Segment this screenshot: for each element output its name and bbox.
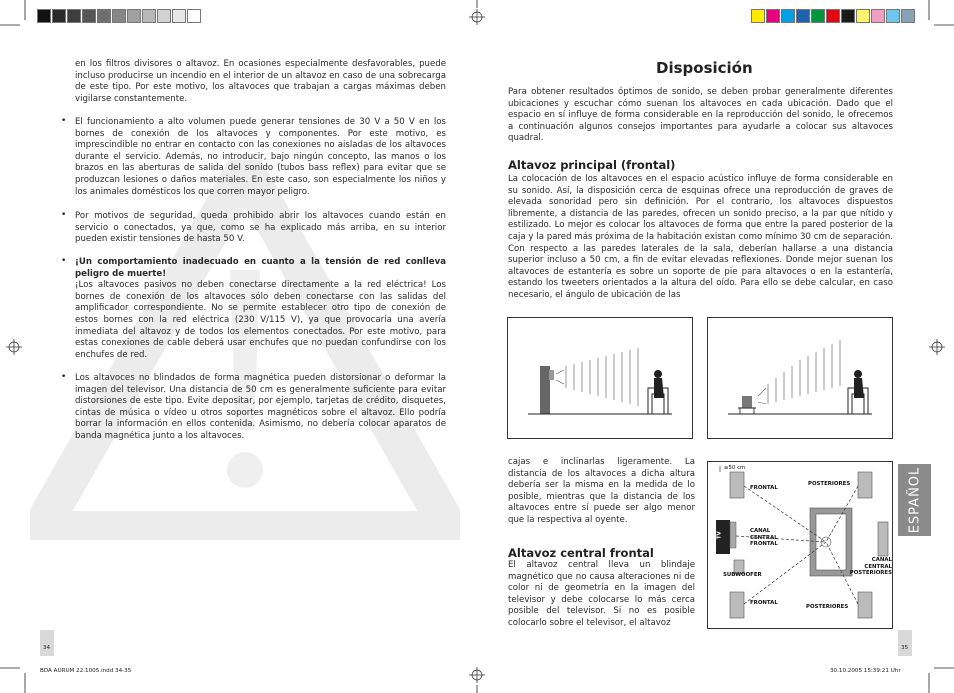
label-posteriores-top: POSTERIORES (808, 481, 851, 487)
mains-warning-heading: ¡Un comportamiento inadecuado en cuanto a la tensión de red conlleva peligro de muerte! (75, 257, 446, 279)
room-layout-drawing (708, 462, 892, 628)
language-side-tab (898, 464, 931, 536)
placement-illustration-1 (507, 317, 693, 439)
bullet-magnetic: Los altavoces no blindados de forma magnética pueden distorsionar o deformar la imagen del televisor. Una distancia de 50 cm es generalmente suficiente para evitar distorsiones de este tipo. Evite depositar, por ejemplo, tarjetas de crédito, disquetes, cintas de música o vídeo u otros soportes magnéticos sobre el altavoz. Ello podría borrar la información en ellos contenida. Asimismo, no debería colocar aparatos de banda magnética junto a los altavoces. (75, 373, 446, 441)
page-number-tab-left (40, 630, 54, 656)
speaker-beam-drawing (708, 318, 892, 438)
section-heading-center: Altavoz central frontal (508, 546, 654, 560)
page-number-left: 34 (43, 645, 51, 651)
distance-label: ≥50 cm (724, 465, 746, 471)
section-heading-front: Altavoz principal (frontal) (508, 158, 676, 172)
bullet-high-voltage: El funcionamiento a alto volumen puede generar tensiones de 30 V a 50 V en los bornes de conexión de los altavoces y componentes. Por este motivo, es imprescindible no entrar en contacto con las conexiones no aisladas de los altavoces durante el servicio. Además, no introducir, bajo ningún concepto, las manos o los brazos en las aberturas de salida del sonido (tubos bass reflex) para evitar que se produzcan lesiones o daños materiales. En este caso, son especialmente los niños y los animales domésticos los que corren mayor peligro. (75, 117, 446, 197)
bullet-marker: • (61, 372, 67, 382)
page-title: Disposición (656, 59, 753, 77)
bullet-marker: • (61, 116, 67, 126)
language-tab-label: ESPAÑOL (907, 466, 922, 534)
label-center-front: CANAL CENTRAL FRONTAL (750, 528, 778, 547)
placement-illustration-2 (707, 317, 893, 439)
bullet-mains-voltage (75, 257, 446, 361)
label-frontal-top: FRONTAL (750, 485, 778, 491)
print-footer-right: 30.10.2005 15:39:21 Uhr (830, 668, 901, 674)
label-subwoofer: SUBWOOFER (723, 572, 762, 578)
label-frontal-bottom: FRONTAL (750, 600, 778, 606)
print-footer-left: BDA AURUM 22.1005.indd 34-35 (40, 668, 132, 674)
room-layout-diagram (707, 461, 893, 629)
page-number-tab-right (898, 630, 912, 656)
label-center-rear: CANAL CENTRAL POSTERIORES (849, 557, 892, 576)
mains-warning-text: ¡Los altavoces pasivos no deben conectarse directamente a la red eléctrica! Los bornes de conexión de los altavoces sólo deben conectarse con las salidas del amplificador correspondiente. No se permite establecer otro tipo de conexión de estos bornes con la red eléctrica (230 V/115 V), ya que provocaría una avería inmediata del altavoz y de todos los elementos conectados. Por este motivo, para estas conexiones de cable deberá usar enchufes que no puedan confundirse con los enchufes de red. (75, 280, 446, 360)
label-posteriores-bottom: POSTERIORES (806, 604, 849, 610)
center-speaker-paragraph: El altavoz central lleva un blindaje magnético que no causa alteraciones ni de color ni de geometría en la imagen del televisor y debe colocarse lo más cerca posible del televisor. Si no es posible colocarlo sobre el televisor, el altavoz (508, 560, 695, 628)
label-tv: TV (716, 531, 723, 540)
page-number-right: 35 (901, 645, 909, 651)
bullet-marker: • (61, 210, 67, 220)
front-speaker-paragraph: La colocación de los altavoces en el espacio acústico influye de forma considerable en su sonido. Así, la disposición cerca de esquinas ofrece una reproducción de graves de elevada sonoridad pero sin definición. Por el contrario, los altavoces dispuestos libremente, a distancia de las paredes, ofrecen un sonido preciso, a la par que nítido y estilizado. Lo mejor es colocar los altavoces de forma que entre la pared posterior de la caja y la pared más próxima de la habitación existan como mínimo 30 cm de separación. Con respecto a las paredes laterales de la sala, deberían hallarse a una distancia superior incluso a 50 cm, a fin de evitar elevadas reflexiones. Donde mejor suenan los altavoces de estantería es sobre un soporte de pie para altavoces o en la estantería, estando los tweeters orientados a la altura del oído. Para ello se debe calcular, en caso necesario, el ángulo de ubicación de las (508, 174, 893, 300)
left-intro-paragraph: en los filtros divisores o altavoz. En ocasiones especialmente desfavorables, puede incluso producirse un incendio en el interior de un altavoz en caso de una sobrecarga de este tipo. Por este motivo, los altavoces que trabajan a cargas máximas deben vigilarse constantemente. (75, 59, 446, 104)
right-intro-paragraph: Para obtener resultados óptimos de sonido, se deben probar generalmente diferentes ubicaciones y escuchar cómo suenan los altavoces en cada ubicación. Dado que el espacio en sí influye de forma considerable en la reproducción del sonido, le ofrecemos a continuación algunos consejos importantes para ayudarle a colocar sus altavoces quadral. (508, 87, 893, 144)
bullet-safety: Por motivos de seguridad, queda prohibido abrir los altavoces cuando están en servicio o conectados, ya que, como se ha explicado más arriba, en su interior pueden existir tensiones de hasta 50 V. (75, 211, 446, 245)
speaker-beam-drawing (508, 318, 692, 438)
bullet-marker: • (61, 256, 67, 266)
tilt-paragraph: cajas e inclinarlas ligeramente. La distancia de los altavoces a dicha altura debería ser la misma en la medida de lo posible, mientras que la distancia de los altavoces entre sí puede ser algo menor que la respectiva al oyente. (508, 457, 695, 525)
